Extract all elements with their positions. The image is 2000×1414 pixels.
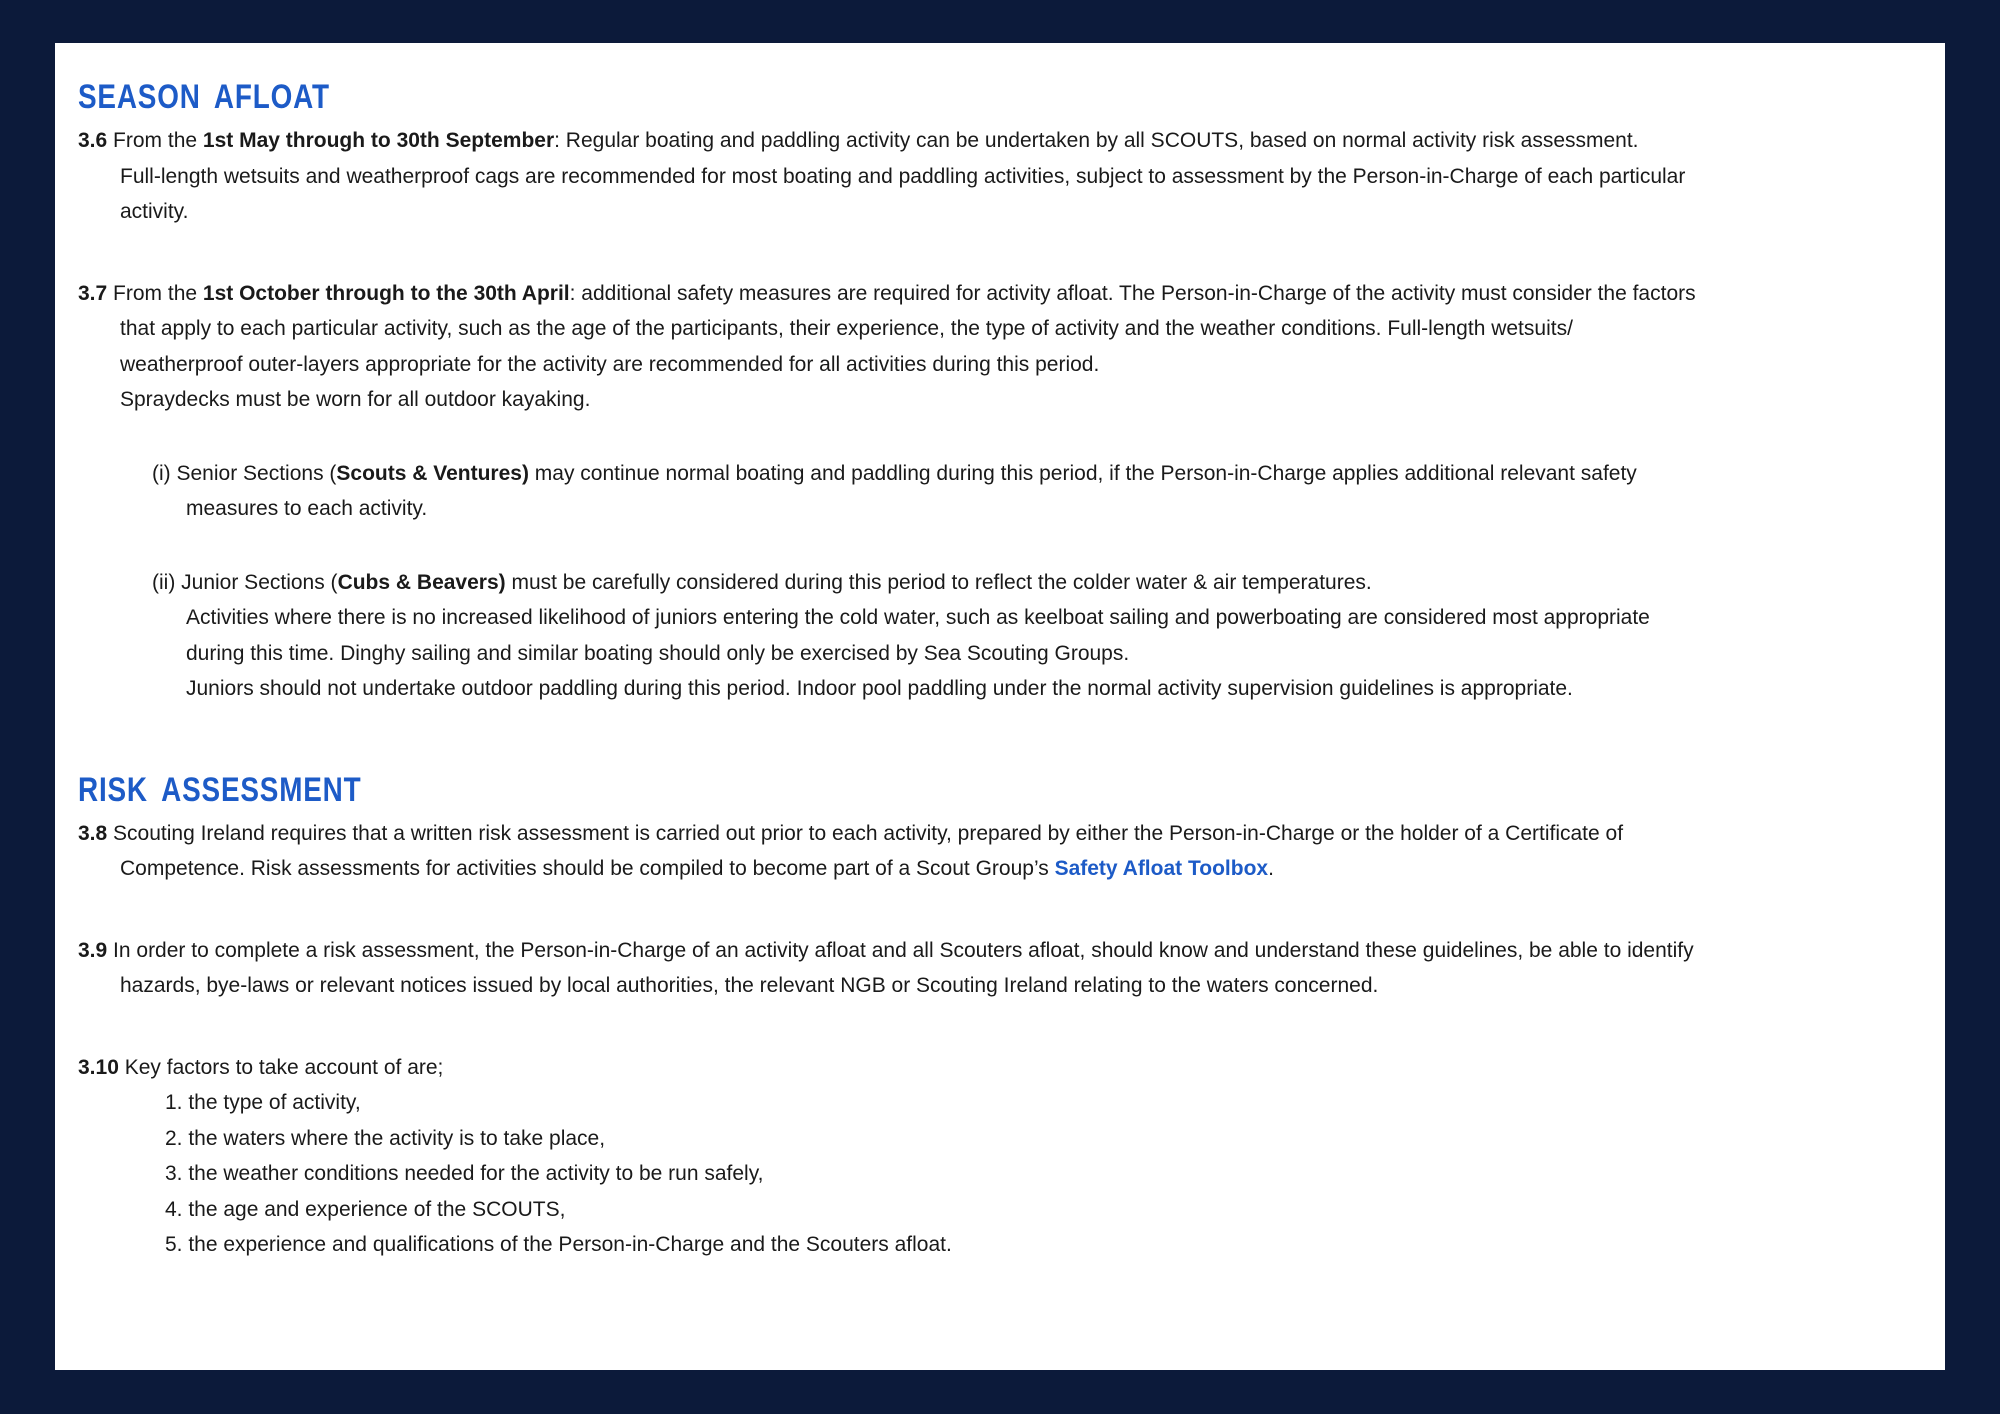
text-segment: Key factors to take account of are; [118, 1055, 444, 1079]
text-line [120, 194, 1900, 230]
text-segment: measures to each activity. [186, 497, 428, 520]
text-line [78, 816, 1900, 852]
text-line [186, 491, 1900, 527]
text-segment: 1. the type of activity, [165, 1091, 361, 1114]
text-segment: Full-length wetsuits and weatherproof cags are recommended for most boating and paddling activities, subject to assessment by the Person-in-Charge of each particular [120, 164, 1686, 188]
bold-text-segment: 3.8 [78, 821, 108, 845]
paragraph [78, 456, 1900, 527]
text-line [78, 1050, 1900, 1086]
text-line [120, 1156, 1900, 1192]
bold-text-segment: 3.9 [78, 938, 108, 962]
text-line [152, 456, 1900, 492]
bold-text-segment: Scouts & Ventures) [336, 461, 529, 485]
text-line [120, 968, 1900, 1004]
text-segment: Activities where there is no increased likelihood of juniors entering the cold water, such as keelboat sailing and powerboating are considered most appropriate [186, 606, 1650, 629]
text-segment: 4. the age and experience of the SCOUTS, [165, 1197, 566, 1221]
text-line [186, 600, 1900, 636]
text-line [186, 671, 1900, 707]
section-season-afloat [78, 77, 1900, 707]
document-content [78, 77, 1900, 1263]
text-line [120, 311, 1900, 347]
text-segment: : Regular boating and paddling activity can be undertaken by all SCOUTS, based on normal activity risk assessment. [554, 129, 1639, 152]
text-segment: hazards, bye-laws or relevant notices issued by local authorities, the relevant NGB or Scouting Ireland relating to the waters concerned. [120, 974, 1379, 997]
bold-text-segment: 3.10 [78, 1055, 119, 1079]
paragraph [78, 1050, 1900, 1263]
paragraph [78, 816, 1900, 887]
bold-text-segment: 3.7 [78, 281, 108, 305]
text-line [120, 159, 1900, 195]
text-segment: From the [107, 129, 203, 152]
section-blocks [78, 816, 1900, 1263]
text-line [120, 1192, 1900, 1228]
text-segment: Competence. Risk assessments for activities should be compiled to become part of a Scout Group’s [120, 857, 1055, 880]
section-blocks [78, 123, 1900, 707]
text-line [120, 347, 1900, 383]
text-segment: may continue normal boating and paddling during this period, if the Person-in-Charge applies additional relevant safety [528, 461, 1637, 485]
text-line [120, 1121, 1900, 1157]
text-segment: must be carefully considered during this period to reflect the colder water & air temperatures. [505, 570, 1372, 594]
section-risk-assessment [78, 770, 1900, 1263]
section-heading: RISK ASSESSMENT [78, 770, 362, 809]
paragraph [78, 933, 1900, 1004]
text-segment: 5. the experience and qualifications of the Person-in-Charge and the Scouters afloat. [165, 1233, 952, 1256]
safety-afloat-toolbox-link[interactable]: Safety Afloat Toolbox [1054, 857, 1269, 880]
text-line [186, 636, 1900, 672]
section-heading: SEASON AFLOAT [78, 78, 330, 116]
paragraph [78, 565, 1900, 707]
text-line [152, 565, 1900, 601]
text-segment: . [1268, 857, 1274, 880]
text-line [78, 933, 1900, 969]
paragraph [78, 276, 1900, 418]
text-line [120, 1085, 1900, 1121]
text-line [120, 851, 1900, 887]
text-segment: Scouting Ireland requires that a written risk assessment is carried out prior to each activity, prepared by either the Person-in-Charge or the holder of a Certificate of [107, 821, 1624, 845]
bold-text-segment: Cubs & Beavers) [337, 570, 506, 594]
text-segment: Spraydecks must be worn for all outdoor kayaking. [120, 388, 591, 411]
bold-text-segment: 1st October through to the 30th April [202, 281, 570, 305]
bold-text-segment: 3.6 [78, 129, 108, 152]
text-segment: 3. the weather conditions needed for the activity to be run safely, [165, 1162, 764, 1185]
text-segment: (i) Senior Sections ( [152, 461, 337, 485]
text-segment: From the [107, 281, 203, 305]
text-line [78, 123, 1900, 159]
text-segment: weatherproof outer-layers appropriate for the activity are recommended for all activities during this period. [120, 352, 1100, 376]
text-segment: Juniors should not undertake outdoor paddling during this period. Indoor pool paddling under the normal activity supervision guidelines is appropriate. [186, 677, 1573, 700]
text-segment: that apply to each particular activity, such as the age of the participants, their experience, the type of activity and the weather conditions. Full-length wetsuits/ [120, 317, 1573, 340]
bold-text-segment: 1st May through to 30th September [202, 129, 555, 152]
text-segment: (ii) Junior Sections ( [152, 570, 338, 594]
text-segment: activity. [120, 200, 189, 223]
text-line [120, 382, 1900, 418]
document-page [55, 43, 1945, 1370]
text-segment: : additional safety measures are required for activity afloat. The Person-in-Charge of the activity must consider the factors [569, 281, 1696, 305]
text-segment: during this time. Dinghy sailing and similar boating should only be exercised by Sea Scouting Groups. [186, 641, 1130, 665]
text-segment: In order to complete a risk assessment, the Person-in-Charge of an activity afloat and all Scouters afloat, should know and understand these guidelines, be able to identify [107, 938, 1694, 962]
paragraph [78, 123, 1900, 230]
text-segment: 2. the waters where the activity is to take place, [165, 1126, 606, 1150]
text-line [78, 276, 1900, 312]
text-line [120, 1227, 1900, 1263]
